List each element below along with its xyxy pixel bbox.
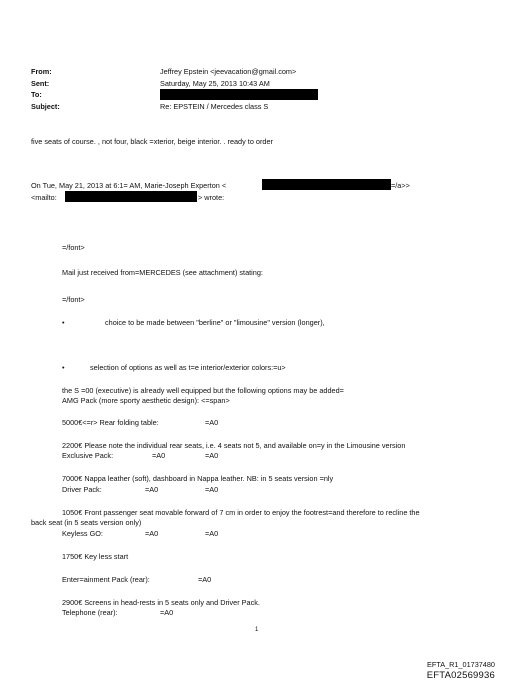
keyless-go-label: Keyless GO: xyxy=(62,529,103,538)
bates-ref-2: EFTA02569936 xyxy=(426,670,495,681)
nappa-line: 7000€ Nappa leather (soft), dashboard in Nappa leather. NB: in 5 seats version =nly xyxy=(62,474,334,483)
keyless-go-a0-1: =A0 xyxy=(145,529,159,538)
screens-line: 2900€ Screens in head-rests in 5 seats only and Driver Pack. xyxy=(62,598,260,607)
s600-line: the S =00 (executive) is already well equipped but the following options may be added= xyxy=(62,386,344,395)
to-label: To: xyxy=(31,90,42,99)
driver-pack-a0-1: =A0 xyxy=(145,485,159,494)
driver-pack-a0-2: =A0 xyxy=(205,485,219,494)
telephone-a0: =A0 xyxy=(160,608,174,617)
reply-text: five seats of course. , not four, black =xterior, beige interior. . ready to order xyxy=(31,137,273,146)
from-value: Jeffrey Epstein <jeevacation@gmail.com> xyxy=(160,67,297,76)
exclusive-pack-label: Exclusive Pack: xyxy=(62,451,114,460)
rear-table-line: 5000€<=r> Rear folding table: xyxy=(62,418,159,427)
bullet-1-text: choice to be made between "berline" or "limousine" version (longer), xyxy=(105,318,325,327)
quote-intro-line2: <mailto: xyxy=(31,193,57,202)
bates-ref-1: EFTA_R1_01737480 xyxy=(426,660,495,669)
quote-intro-line1-end: =/a>> xyxy=(391,181,410,190)
keyless-start-line: 1750€ Key less start xyxy=(62,552,129,561)
font-close-2: =/font> xyxy=(62,295,85,304)
bullet-1-marker: • xyxy=(62,318,65,327)
redaction-email-2 xyxy=(65,191,197,202)
front-seat-line-2: back seat (in 5 seats version only) xyxy=(31,518,142,527)
driver-pack-label: Driver Pack: xyxy=(62,485,102,494)
bullet-2-marker: • xyxy=(62,363,65,372)
sent-label: Sent: xyxy=(31,79,50,88)
sent-value: Saturday, May 25, 2013 10:43 AM xyxy=(160,79,270,88)
redaction-to xyxy=(160,89,318,100)
subject-label: Subject: xyxy=(31,102,60,111)
quote-intro-line2-end: > wrote: xyxy=(198,193,225,202)
redaction-email-1 xyxy=(262,179,391,190)
exclusive-pack-a0-2: =A0 xyxy=(205,451,219,460)
front-seat-line-1: 1050€ Front passenger seat movable forward of 7 cm in order to enjoy the footrest=and therefore to recline the xyxy=(62,508,420,517)
bullet-2-text: selection of options as well as t=e interior/exterior colors:=u> xyxy=(90,363,286,372)
amg-pack-line: AMG Pack (more sporty aesthetic design): <=span> xyxy=(62,396,230,405)
subject-value: Re: EPSTEIN / Mercedes class S xyxy=(160,102,269,111)
entertainment-pack-label: Enter=ainment Pack (rear): xyxy=(62,575,150,584)
entertainment-pack-a0: =A0 xyxy=(198,575,212,584)
exclusive-pack-a0-1: =A0 xyxy=(152,451,166,460)
telephone-label: Telephone (rear): xyxy=(62,608,118,617)
page-number: 1 xyxy=(255,627,259,633)
rear-table-a0: =A0 xyxy=(205,418,219,427)
quote-intro-line1: On Tue, May 21, 2013 at 6:1= AM, Marie-Joseph Experton < xyxy=(31,181,227,190)
from-label: From: xyxy=(31,67,52,76)
font-close-1: =/font> xyxy=(62,243,85,252)
rear-seats-line: 2200€ Please note the individual rear seats, i.e. 4 seats not 5, and available on=y in the Limousine version xyxy=(62,441,406,450)
mail-received-line: Mail just received from=MERCEDES (see attachment) stating: xyxy=(62,268,263,277)
keyless-go-a0-2: =A0 xyxy=(205,529,219,538)
